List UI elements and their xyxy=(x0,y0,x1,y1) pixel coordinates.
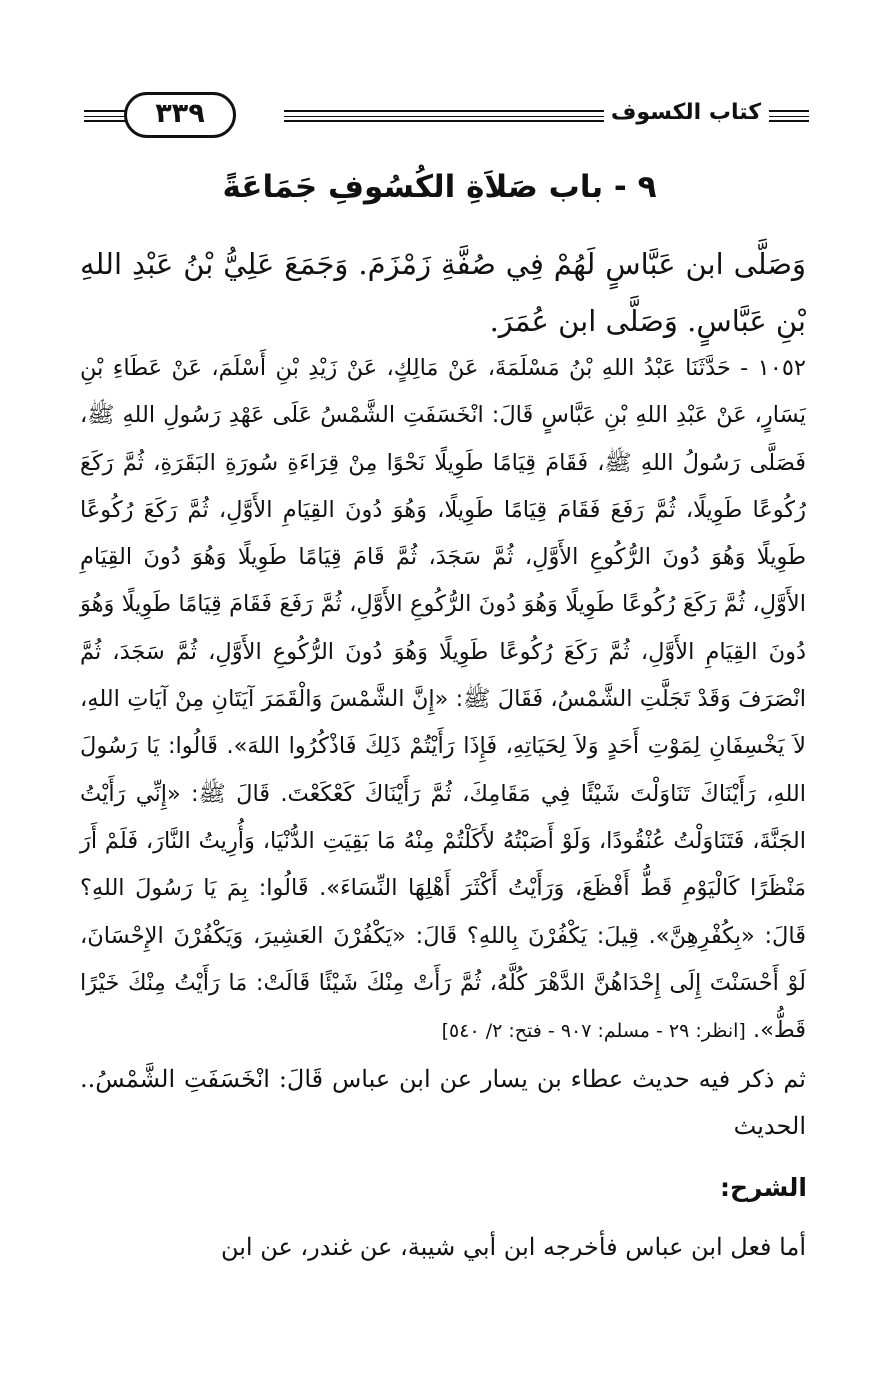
sharh-text: أما فعل ابن عباس فأخرجه ابن أبي شيبة، عن غندر، عن ابن xyxy=(220,1233,806,1261)
header-rule-right-lower xyxy=(769,120,809,122)
page-number: ٣٣٩ xyxy=(155,98,205,129)
page-header xyxy=(84,88,809,148)
chapter-title: ٩ - باب صَلاَةِ الكُسُوفِ جَمَاعَةً xyxy=(222,169,657,205)
chapter-tarjama: وَصَلَّى ابن عَبَّاسٍ لَهُمْ فِي صُفَّةِ زَمْزَمَ. وَجَمَعَ عَلِيُّ بْنُ عَبْدِ اللهِ بْنِ عَبَّاسٍ. وَصَلَّى ابن عُمَرَ. xyxy=(80,247,806,338)
hadith-reference: [انظر: ٢٩ - مسلم: ٩٠٧ - فتح: ٢/ ٥٤٠] xyxy=(441,1020,746,1043)
header-rule-middle xyxy=(284,110,604,117)
sharh-heading: الشرح: xyxy=(720,1173,807,1202)
header-rule-middle-lower xyxy=(284,120,604,122)
hadith-text-block xyxy=(80,345,806,1055)
hadith-text: ١٠٥٢ - حَدَّثَنَا عَبْدُ اللهِ بْنُ مَسْلَمَةَ، عَنْ مَالِكٍ، عَنْ زَيْدِ بْنِ أَسْلَمَ، عَنْ عَطَاءِ بْنِ يَسَارٍ، عَنْ عَبْدِ اللهِ بْنِ عَبَّاسٍ قَالَ: انْخَسَفَتِ الشَّمْسُ عَلَى عَهْدِ رَسُولِ اللهِ ﷺ، فَصَلَّى رَسُولُ اللهِ ﷺ، فَقَامَ قِيَامًا طَوِيلًا نَحْوًا مِنْ قِرَاءَةِ سُورَةِ البَقَرَةِ، ثُمَّ رَكَعَ رُكُوعًا طَوِيلًا، ثُمَّ رَفَعَ فَقَامَ قِيَامًا طَوِيلًا، وَهُوَ دُونَ القِيَامِ الأَوَّلِ، ثُمَّ رَكَعَ رُكُوعًا طَوِيلًا وَهُوَ دُونَ الرُّكُوعِ الأَوَّلِ، ثُمَّ سَجَدَ، ثُمَّ قَامَ قِيَامًا طَوِيلًا وَهُوَ دُونَ القِيَامِ الأَوَّلِ، ثُمَّ رَكَعَ رُكُوعًا طَوِيلًا وَهُوَ دُونَ الرُّكُوعِ الأَوَّلِ، ثُمَّ رَفَعَ فَقَامَ قِيَامًا طَوِيلًا وَهُوَ دُونَ القِيَامِ الأَوَّلِ، ثُمَّ رَكَعَ رُكُوعًا طَوِيلًا وَهُوَ دُونَ الرُّكُوعِ الأَوَّلِ، ثُمَّ سَجَدَ، ثُمَّ انْصَرَفَ وَقَدْ تَجَلَّتِ الشَّمْسُ، فَقَالَ ﷺ: «إِنَّ الشَّمْسَ وَالْقَمَرَ آيَتَانِ مِنْ آيَاتِ اللهِ، لاَ يَخْسِفَانِ لِمَوْتِ أَحَدٍ وَلاَ لِحَيَاتِهِ، فَإِذَا رَأَيْتُمْ ذَلِكَ فَاذْكُرُوا اللهَ». قَالُوا: يَا رَسُولَ اللهِ، رَأَيْنَاكَ تَنَاوَلْتَ شَيْئًا فِي مَقَامِكَ، ثُمَّ رَأَيْنَاكَ كَعْكَعْتَ. قَالَ ﷺ: «إِنِّي رَأَيْتُ الجَنَّةَ، فَتَنَاوَلْتُ عُنْقُودًا، وَلَوْ أَصَبْتُهُ لأَكَلْتُمْ مِنْهُ مَا بَقِيَتِ الدُّنْيَا، وَأُرِيتُ النَّارَ، فَلَمْ أَرَ مَنْظَرًا كَالْيَوْمِ قَطُّ أَفْظَعَ، وَرَأَيْتُ أَكْثَرَ أَهْلِهَا النِّسَاءَ». قَالُوا: بِمَ يَا رَسُولَ اللهِ؟ قَالَ: «بِكُفْرِهِنَّ». قِيلَ: يَكْفُرْنَ بِاللهِ؟ قَالَ: «يَكْفُرْنَ العَشِيرَ، وَيَكْفُرْنَ الإِحْسَانَ، لَوْ أَحْسَنْتَ إِلَى إِحْدَاهُنَّ الدَّهْرَ كُلَّهُ، ثُمَّ رَأَتْ مِنْكَ شَيْئًا قَالَتْ: مَا رَأَيْتُ مِنْكَ خَيْرًا قَطُّ». xyxy=(80,355,806,1044)
header-rule-left-lower xyxy=(84,120,126,122)
commentary-intro: ثم ذكر فيه حديث عطاء بن يسار عن ابن عباس قَالَ: انْخَسَفَتِ الشَّمْسُ.. الحديث xyxy=(80,1065,806,1140)
running-title: كتاب الكسوف xyxy=(610,100,761,125)
header-rule-right xyxy=(769,110,809,117)
header-rule-left xyxy=(84,110,126,117)
